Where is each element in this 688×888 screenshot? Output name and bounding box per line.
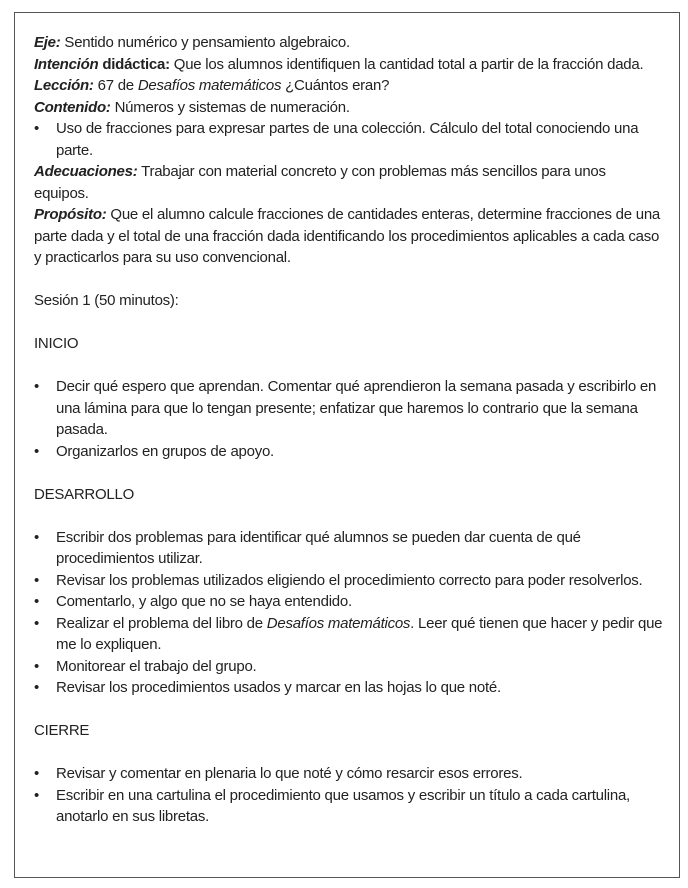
- list-item: • Escribir dos problemas para identificar qué alumnos se pueden dar cuenta de qué procedimientos utilizar.: [34, 527, 664, 570]
- eje-label: Eje:: [34, 34, 61, 51]
- session-title: Sesión 1 (50 minutos):: [34, 292, 179, 309]
- list-item: • Escribir en una cartulina el procedimiento que usamos y escribir un título a cada cartulina, anotarlo en sus libretas.: [34, 785, 664, 828]
- adecuaciones: [34, 161, 664, 204]
- intencion: [34, 54, 664, 76]
- list-item: • Revisar los procedimientos usados y marcar en las hojas lo que noté.: [34, 677, 664, 699]
- leccion-text: 67 de: [93, 77, 138, 94]
- eje-text: Sentido numérico y pensamiento algebraico.: [60, 34, 350, 51]
- list-item: • Decir qué espero que aprendan. Comentar qué aprendieron la semana pasada y escribirlo en una lámina para que lo tengan presente; enfatizar que haremos lo contrario que la semana pasada.: [34, 376, 664, 441]
- list-item: • Organizarlos en grupos de apoyo.: [34, 441, 664, 463]
- contenido: [34, 97, 664, 119]
- intencion-text: Que los alumnos identifiquen la cantidad total a partir de la fracción dada.: [169, 55, 644, 73]
- section-cierre: CIERRE: [34, 722, 90, 739]
- proposito-text: Que el alumno calcule fracciones de cantidades enteras, determine fracciones de una parte dada y el total de una fracción dada identificando los procedimientos aplicables a cada caso y practicarlos para su uso convencional.: [34, 206, 661, 266]
- eje: [34, 32, 664, 54]
- adecuaciones-label: Adecuaciones:: [34, 163, 138, 180]
- intencion-label-b: didáctica:: [98, 55, 170, 73]
- lesson-plan: [34, 32, 664, 828]
- leccion: [34, 75, 664, 97]
- list-item: • Comentarlo, y algo que no se haya entendido.: [34, 591, 664, 613]
- book-title: Desafíos matemáticos: [266, 614, 411, 632]
- proposito: [34, 204, 664, 269]
- adecuaciones-text: Trabajar con material concreto y con problemas más sencillos para unos equipos.: [34, 163, 606, 202]
- list-item: • Uso de fracciones para expresar partes de una colección. Cálculo del total conociendo una parte.: [34, 118, 664, 161]
- contenido-text: Números y sistemas de numeración.: [110, 98, 350, 116]
- section-desarrollo: DESARROLLO: [34, 485, 135, 503]
- list-item: [34, 613, 664, 656]
- list-item: • Monitorear el trabajo del grupo.: [34, 656, 664, 678]
- book-title: Desafíos matemáticos: [137, 77, 282, 94]
- leccion-text-b: ¿Cuántos eran?: [281, 77, 390, 94]
- leccion-label: Lección:: [34, 77, 94, 94]
- intencion-label: Intención: [34, 55, 99, 73]
- list-item: • Revisar y comentar en plenaria lo que noté y cómo resarcir esos errores.: [34, 763, 664, 785]
- proposito-label: Propósito:: [34, 206, 107, 223]
- section-inicio: INICIO: [34, 335, 79, 352]
- item-text: Realizar el problema del libro de: [56, 614, 267, 632]
- list-item: • Revisar los problemas utilizados eligiendo el procedimiento correcto para poder resolverlos.: [34, 570, 664, 592]
- item-text-b: . Leer qué tienen que hacer y pedir que me lo expliquen.: [56, 614, 663, 653]
- contenido-label: Contenido:: [34, 98, 111, 116]
